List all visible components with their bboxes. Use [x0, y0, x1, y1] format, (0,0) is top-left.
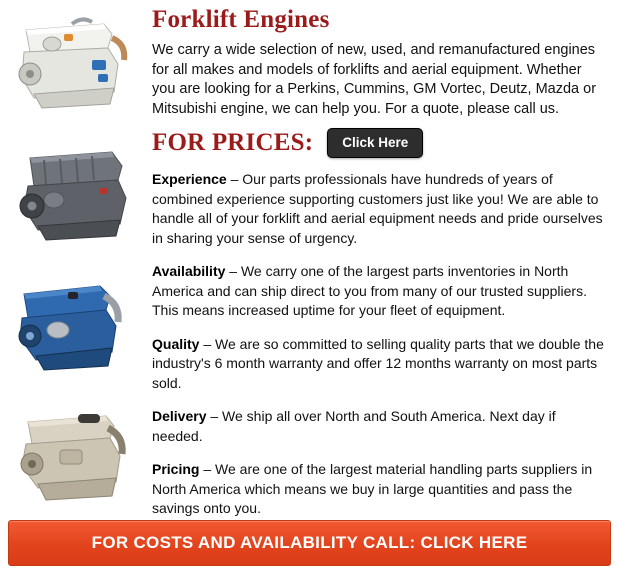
- for-prices-row: [152, 128, 607, 158]
- cta-call-banner[interactable]: FOR COSTS AND AVAILABILITY CALL: CLICK HERE: [8, 520, 611, 566]
- section-quality: [152, 335, 607, 394]
- engine-gallery: [8, 6, 144, 504]
- section-experience: [152, 170, 607, 248]
- section-delivery: [152, 407, 607, 446]
- section-quality-lead: Quality: [152, 335, 200, 352]
- section-pricing: [152, 460, 607, 519]
- section-availability-text: – We carry one of the largest parts inventories in North America and can ship direct to you from many of our trusted suppliers. This means increased uptime for your fleet of equipment.: [152, 263, 587, 318]
- gray-gm-engine-illustration: [8, 138, 140, 244]
- section-quality-text: – We are so committed to selling quality parts that we double the industry's 6 month warranty and offer 12 months warranty on most parts sold.: [152, 335, 604, 391]
- blue-engine-illustration: [8, 268, 140, 374]
- beige-diesel-engine-illustration: [8, 398, 140, 504]
- section-pricing-text: – We are one of the largest material handling parts suppliers in North America which means we buy in large quantities and pass the savings onto you.: [152, 461, 593, 516]
- section-experience-lead: Experience: [152, 171, 227, 187]
- section-availability: [152, 262, 607, 321]
- section-pricing-lead: Pricing: [152, 461, 200, 477]
- engine-photo-gray-gm[interactable]: [8, 138, 140, 244]
- white-diesel-engine-illustration: [8, 8, 140, 114]
- section-delivery-lead: Delivery: [152, 408, 207, 424]
- content-column: [144, 6, 611, 533]
- section-delivery-text: – We ship all over North and South America. Next day if needed.: [152, 408, 556, 444]
- page-title: Forklift Engines: [152, 6, 330, 33]
- click-here-button[interactable]: Click Here: [327, 128, 423, 158]
- intro-paragraph: We carry a wide selection of new, used, and remanufactured engines for all makes and models of forklifts and aerial equipment. Whether you are looking for a Perkins, Cummins, GM Vortec, Deutz, Mazda or Mitsubishi engine, we can help you. For a quote, please call us.: [152, 42, 597, 117]
- for-prices-label: FOR PRICES:: [152, 129, 314, 156]
- content-layout: [8, 6, 611, 533]
- engine-photo-beige-diesel[interactable]: [8, 398, 140, 504]
- engine-photo-blue[interactable]: [8, 268, 140, 374]
- section-experience-text: – Our parts professionals have hundreds of years of combined experience supporting customers just like you! We are able to handle all of your forklift and aerial equipment needs and pride ourselves in sharing your sense of urgency.: [152, 171, 603, 246]
- section-availability-lead: Availability: [152, 263, 226, 279]
- engine-photo-white-diesel[interactable]: [8, 8, 140, 114]
